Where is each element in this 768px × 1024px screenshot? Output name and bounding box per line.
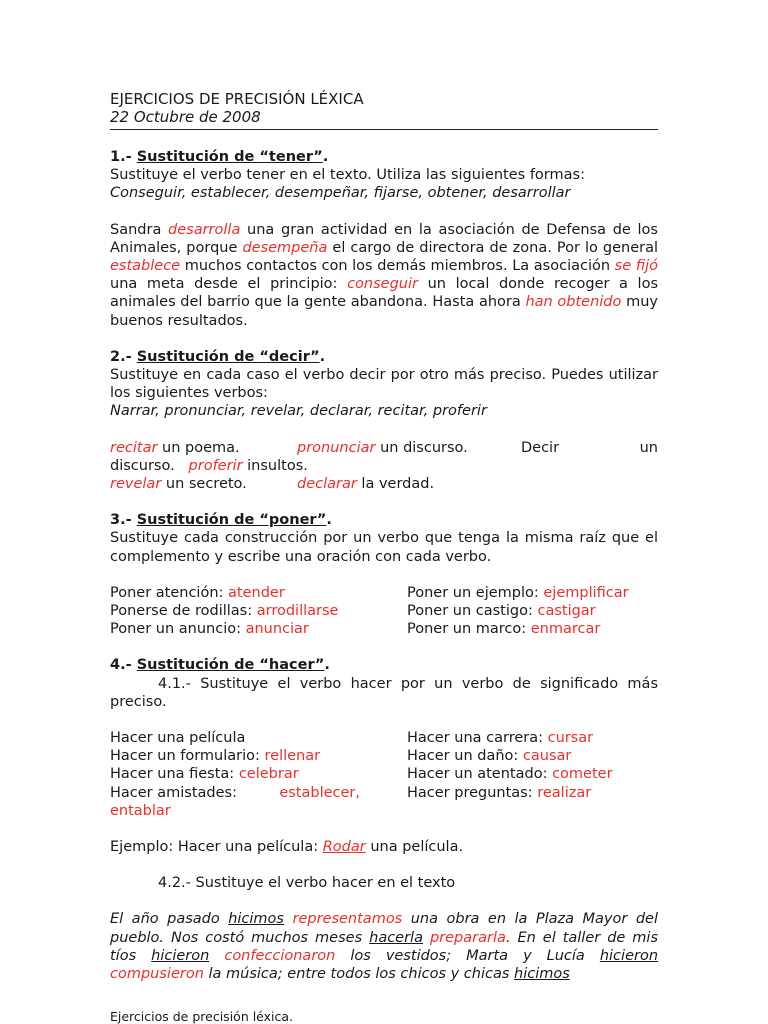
answer-text: anunciar [245,621,309,638]
answer-text: arrodillarse [256,603,339,620]
section-2-row-2 [110,457,658,475]
answer-text: establece [110,258,181,275]
answer-text: revelar [110,476,162,493]
answer-text: Rodar [322,839,366,856]
text-run: Hacer una fiesta: [110,766,239,783]
section-4-2-instructions: 4.2.- Sustituye el verbo hacer en el texto [158,875,456,892]
exercise-line [407,620,658,638]
answer-text: atender [228,584,285,601]
text-run: Sandra [110,221,169,238]
section-1-heading: 1.- Sustitución de “tener”. [110,149,329,165]
section-4-1-instructions: 4.1.- Sustituye el verbo hacer por un verbo de significado más preciso. [110,675,658,710]
section-4-heading: 4.- Sustitución de “hacer”. [110,657,330,674]
answer-text: causar [522,748,572,765]
exercise-line [407,784,658,802]
section-2-row-1 [110,439,658,457]
text-run: Ponerse de rodillas: [110,603,257,620]
text-run: Poner un castigo: [407,603,538,620]
answer-text: enmarcar [530,621,601,638]
document-date: 22 Octubre de 2008 [110,108,261,126]
section-3-title: Sustitución de “poner” [136,512,327,529]
answer-text: compusieron [110,966,204,983]
answer-text: conseguir [347,276,418,293]
section-2-number: 2.- [110,348,132,365]
text-run: una obra en la Plaza Mayor del pueblo. Nos costó muchos meses [110,911,658,946]
section-3-instructions: Sustituye cada construcción por un verbo que tenga la misma raíz que el complemento y escribe una oración con cada verbo. [110,530,658,565]
answer-text: declarar [297,476,357,493]
page-footer: Ejercicios de precisión léxica. [110,1009,294,1024]
section-4-title: Sustitución de “hacer” [136,657,325,674]
section-1-number: 1.- [110,149,132,165]
section-3-heading: 3.- Sustitución de “poner”. [110,512,332,529]
exercise-line [407,602,658,620]
text-run: una gran actividad en la asociación de Defensa de los Animales, porque [110,221,658,256]
document-title: EJERCICIOS DE PRECISIÓN LÉXICA [110,90,364,108]
answer-text: ejemplificar [543,584,629,601]
replaced-verb: hacerla [369,929,423,946]
text-run: un [639,439,658,456]
replaced-verb: hicieron [599,947,659,964]
text-run: una película. [365,839,464,856]
exercise-line [407,729,658,747]
answer-text: celebrar [238,766,299,783]
text-run: . En el taller de mis tíos [110,929,659,964]
text-run: Poner un marco: [407,621,531,638]
text-run: Hacer una carrera: [407,730,548,747]
text-run: Poner un anuncio: [110,621,246,638]
text-run: discurso. [110,457,175,474]
text-run: Hacer un formulario: [110,748,265,765]
replaced-verb: hicimos [514,966,570,983]
text-run: la verdad. [356,476,435,493]
section-1-forms: Conseguir, establecer, desempeñar, fijarse, obtener, desarrollar [110,185,571,202]
text-run: Decir [521,439,560,456]
section-1-title: Sustitución de “tener” [136,149,323,165]
exercise-line [407,584,658,602]
exercise-line [110,729,407,747]
exercise-line [110,784,360,802]
answer-text: recitar [110,439,158,456]
exercise-line [110,747,407,765]
replaced-verb: hicimos [228,911,284,928]
section-4-number: 4.- [110,657,132,674]
section-3-exercises [110,584,658,639]
answer-text: entablar [110,802,171,819]
document-page [110,90,658,983]
section-4-exercises [110,729,658,820]
exercise-line [110,584,407,602]
answer-text: proferir [188,457,243,474]
answer-text: desarrolla [168,221,241,238]
exercise-line [407,765,658,783]
text-run: insultos. [242,457,308,474]
answer-text: cometer [552,766,613,783]
answer-text: rellenar [264,748,321,765]
section-3-number: 3.- [110,512,132,529]
section-4-left-column [110,729,407,820]
exercise-line [110,765,407,783]
section-2-verbs: Narrar, pronunciar, revelar, declarar, recitar, proferir [110,403,487,420]
text-run: muchos contactos con los demás miembros. La asociación [180,258,615,275]
text-run: Poner un ejemplo: [407,584,544,601]
answer-text: desempeña [242,239,328,256]
text-run: Hacer un atentado: [407,766,553,783]
exercise-line [110,602,407,620]
section-3-right-column [407,584,658,639]
answer-text: pronunciar [297,439,376,456]
answer-text: cursar [547,730,594,747]
text-run: un discurso. [375,439,468,456]
exercise-line [110,620,407,638]
section-2-heading: 2.- Sustitución de “decir”. [110,348,326,365]
answer-text: prepararla [429,929,506,946]
text-run: Hacer una película [110,730,246,747]
section-4-right-column [407,729,658,820]
section-2-title: Sustitución de “decir” [136,348,320,365]
answer-text: han obtenido [525,294,622,311]
text-run: un poema. [157,439,240,456]
text-run: un secreto. [161,476,247,493]
text-run: El año pasado [110,911,229,928]
exercise-line [407,747,658,765]
text-run: la música; entre todos los chicos y chicas [203,966,515,983]
answer-text: castigar [537,603,596,620]
replaced-verb: hicieron [151,947,210,964]
section-1-instructions: Sustituye el verbo tener en el texto. Utiliza las siguientes formas: [110,167,585,184]
text-run: un local donde recoger a los animales del barrio que la gente abandona. Hasta ahora [110,276,659,311]
section-3-left-column [110,584,407,639]
text-run: una meta desde el principio: [110,276,348,293]
section-2-instructions: Sustituye en cada caso el verbo decir por otro más preciso. Puedes utilizar los siguientes verbos: [110,367,658,402]
text-run: Poner atención: [110,584,229,601]
text-run: Ejemplo: Hacer una película: [110,839,323,856]
answer-text: se fijó [614,258,659,275]
text-run: muy buenos resultados. [110,294,658,329]
section-4-2-paragraph [110,910,658,983]
text-run: Hacer amistades: [110,784,237,801]
answer-text: representamos [292,911,403,928]
answer-text: establecer, [279,784,360,801]
text-run: Hacer preguntas: [407,784,538,801]
answer-text: confeccionaron [224,947,336,964]
text-run: los vestidos; Marta y Lucía [335,947,600,964]
text-run: el cargo de directora de zona. Por lo general [327,239,659,256]
section-1-paragraph [110,221,658,330]
text-run: Hacer un daño: [407,748,523,765]
section-2-row-3 [110,475,658,493]
section-4-example [110,838,658,856]
answer-text: realizar [537,784,592,801]
